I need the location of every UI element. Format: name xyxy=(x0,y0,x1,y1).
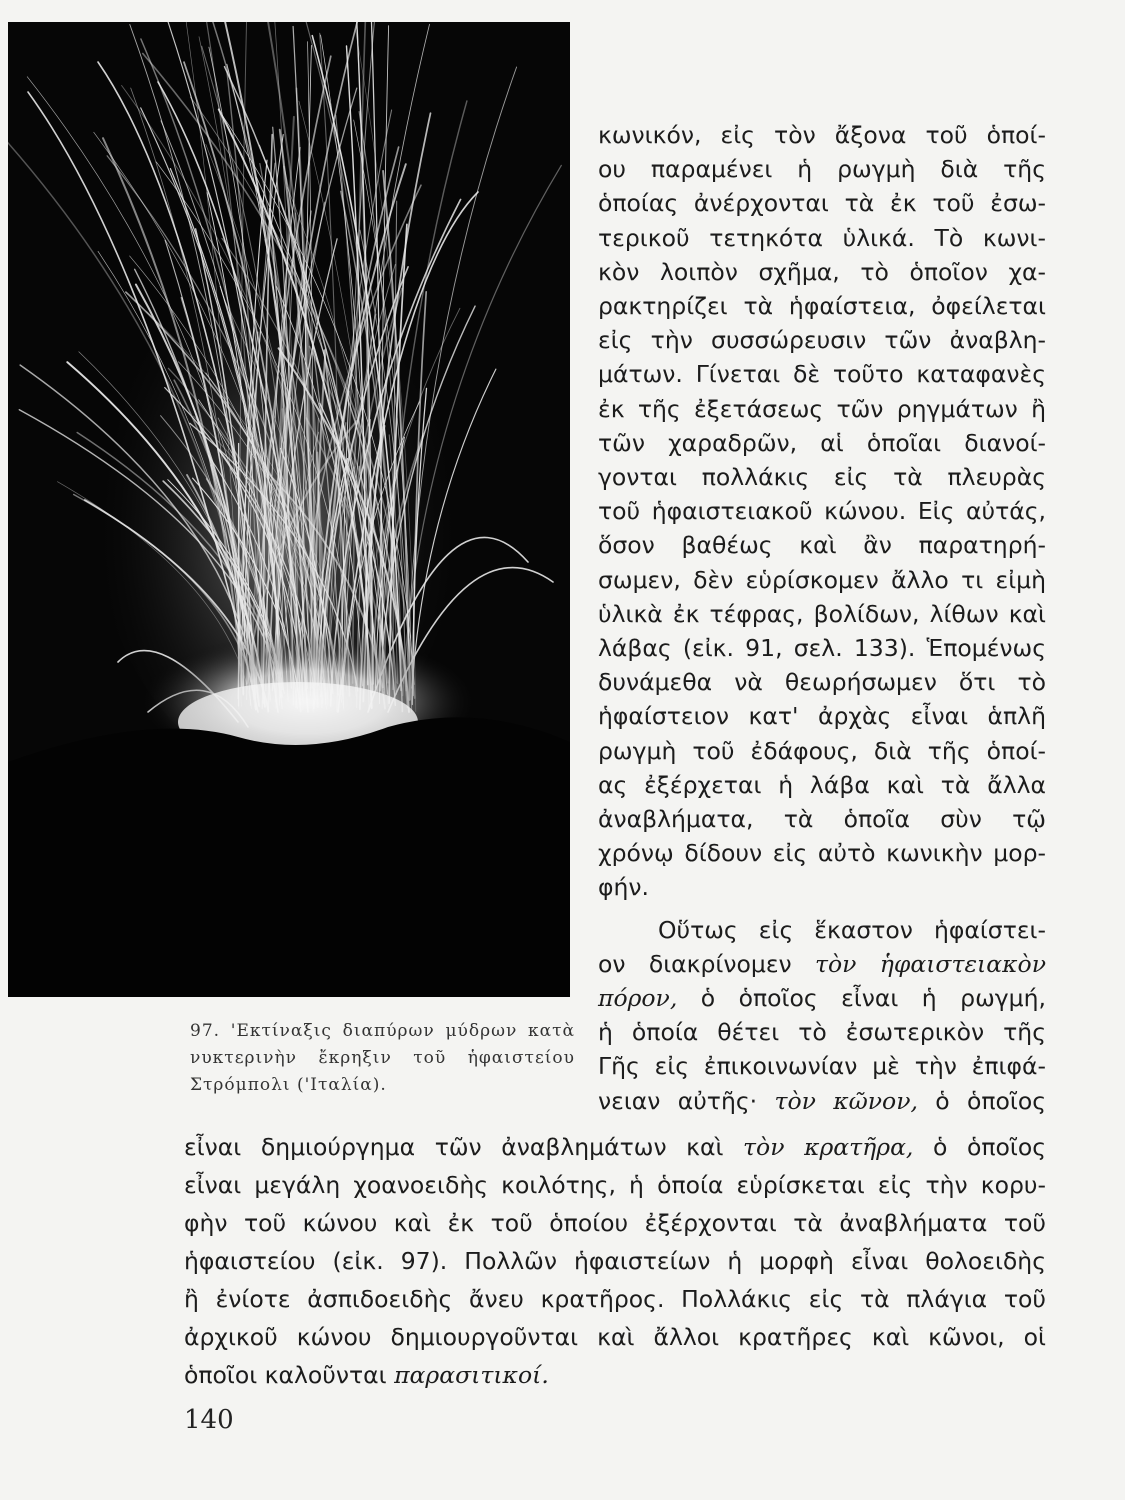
text-line: λάβας (εἰκ. 91, σελ. 133). Ἑπομένως xyxy=(598,634,1046,662)
text-line: ὑλικὰ ἐκ τέφρας, βολίδων, λίθων καὶ xyxy=(598,600,1046,628)
text-line: ἡφαίστειον κατ' ἀρχὰς εἶναι ἁπλῆ xyxy=(598,702,1046,730)
text-line: κὸν λοιπὸν σχῆμα, τὸ ὁποῖον χα- xyxy=(598,258,1046,286)
text-line: ἀρχικοῦ κώνου δημιουργοῦνται καὶ ἄλλοι κρατῆρες καὶ κῶνοι, οἱ xyxy=(184,1323,1046,1351)
text-line: ἐκ τῆς ἐξετάσεως τῶν ρηγμάτων ἢ xyxy=(598,395,1046,423)
text-line xyxy=(598,1084,1046,1118)
text-run: εἶναι δημιούργημα τῶν ἀναβλημάτων καὶ xyxy=(184,1133,744,1161)
page-number: 140 xyxy=(184,1405,234,1435)
text-run: ὁ ὁποῖος xyxy=(917,1087,1047,1115)
text-line xyxy=(184,1358,1046,1392)
text-line: χρόνῳ δίδουν εἰς αὐτὸ κωνικὴν μορ- xyxy=(598,839,1046,867)
text-run: ὁ ὁποῖος εἶναι ἡ ρωγμή, xyxy=(677,984,1046,1012)
text-line: κωνικόν, εἰς τὸν ἄξονα τοῦ ὁποί- xyxy=(598,121,1046,149)
text-run: νειαν αὐτῆς· xyxy=(598,1087,775,1115)
text-line: ἢ ἐνίοτε ἀσπιδοειδὴς ἄνευ κρατῆρος. Πολλάκις εἰς τὰ πλάγια τοῦ xyxy=(184,1285,1046,1313)
text-line: φὴν τοῦ κώνου καὶ ἐκ τοῦ ὁποίου ἐξέρχονται τὰ ἀναβλήματα τοῦ xyxy=(184,1209,1046,1237)
text-line: Οὕτως εἰς ἕκαστον ἡφαίστει- xyxy=(658,916,1046,944)
text-line: τῶν χαραδρῶν, αἱ ὁποῖαι διανοί- xyxy=(598,429,1046,457)
figure-caption: 97. 'Εκτίναξις διαπύρων μύδρων κατὰ νυκτερινὴν ἔκρηξιν τοῦ ἡφαιστείου Στρόμπολι ('Ιταλία). xyxy=(190,1021,575,1095)
text-run: ὁποῖοι καλοῦνται xyxy=(184,1361,395,1389)
eruption-image xyxy=(8,22,570,997)
text-line: ρακτηρίζει τὰ ἡφαίστεια, ὀφείλεται xyxy=(598,292,1046,320)
text-line: εἰς τὴν συσσώρευσιν τῶν ἀναβλη- xyxy=(598,326,1046,354)
term-volcanic-conduit-end: πόρον, xyxy=(598,984,678,1012)
term-crater: τὸν κρατῆρα, xyxy=(743,1133,914,1161)
text-line: ὅσον βαθέως καὶ ἂν παρατηρή- xyxy=(598,531,1046,559)
text-line: σωμεν, δὲν εὑρίσκομεν ἄλλο τι εἰμὴ xyxy=(598,566,1046,594)
term-volcanic-conduit: τὸν ἡφαιστειακὸν xyxy=(815,950,1046,978)
text-line: δυνάμεθα νὰ θεωρήσωμεν ὅτι τὸ xyxy=(598,668,1046,696)
text-run: ον διακρίνομεν xyxy=(598,950,816,978)
text-line xyxy=(598,981,1046,1015)
text-line: Γῆς εἰς ἐπικοινωνίαν μὲ τὴν ἐπιφά- xyxy=(598,1052,1046,1080)
text-line: ἀναβλήματα, τὰ ὁποῖα σὺν τῷ xyxy=(598,805,1046,833)
eruption-photo xyxy=(8,22,570,997)
text-line: γονται πολλάκις εἰς τὰ πλευρὰς xyxy=(598,463,1046,491)
text-run: ὁ ὁποῖος xyxy=(913,1133,1046,1161)
text-line xyxy=(184,1130,1046,1164)
text-line: ὁποίας ἀνέρχονται τὰ ἐκ τοῦ ἐσω- xyxy=(598,189,1046,217)
text-line: ἡφαιστείου (εἰκ. 97). Πολλῶν ἡφαιστείων ἡ μορφὴ εἶναι θολοειδὴς xyxy=(184,1247,1046,1275)
text-line: ἡ ὁποία θέτει τὸ ἐσωτερικὸν τῆς xyxy=(598,1018,1046,1046)
text-line xyxy=(598,947,1046,981)
text-line: ρωγμὴ τοῦ ἐδάφους, διὰ τῆς ὁποί- xyxy=(598,737,1046,765)
text-line: ας ἐξέρχεται ἡ λάβα καὶ τὰ ἄλλα xyxy=(598,771,1046,799)
text-line: μάτων. Γίνεται δὲ τοῦτο καταφανὲς xyxy=(598,360,1046,388)
term-parasitic: παρασιτικοί. xyxy=(394,1361,549,1389)
text-line: φήν. xyxy=(598,873,649,901)
text-line: ου παραμένει ἡ ρωγμὴ διὰ τῆς xyxy=(598,155,1046,183)
text-line: τερικοῦ τετηκότα ὑλικά. Τὸ κωνι- xyxy=(598,224,1046,252)
text-line: τοῦ ἡφαιστειακοῦ κώνου. Εἰς αὐτάς, xyxy=(598,497,1046,525)
term-cone: τὸν κῶνον, xyxy=(774,1087,918,1115)
text-line: εἶναι μεγάλη χοανοειδὴς κοιλότης, ἡ ὁποία εὑρίσκεται εἰς τὴν κορυ- xyxy=(184,1171,1046,1199)
